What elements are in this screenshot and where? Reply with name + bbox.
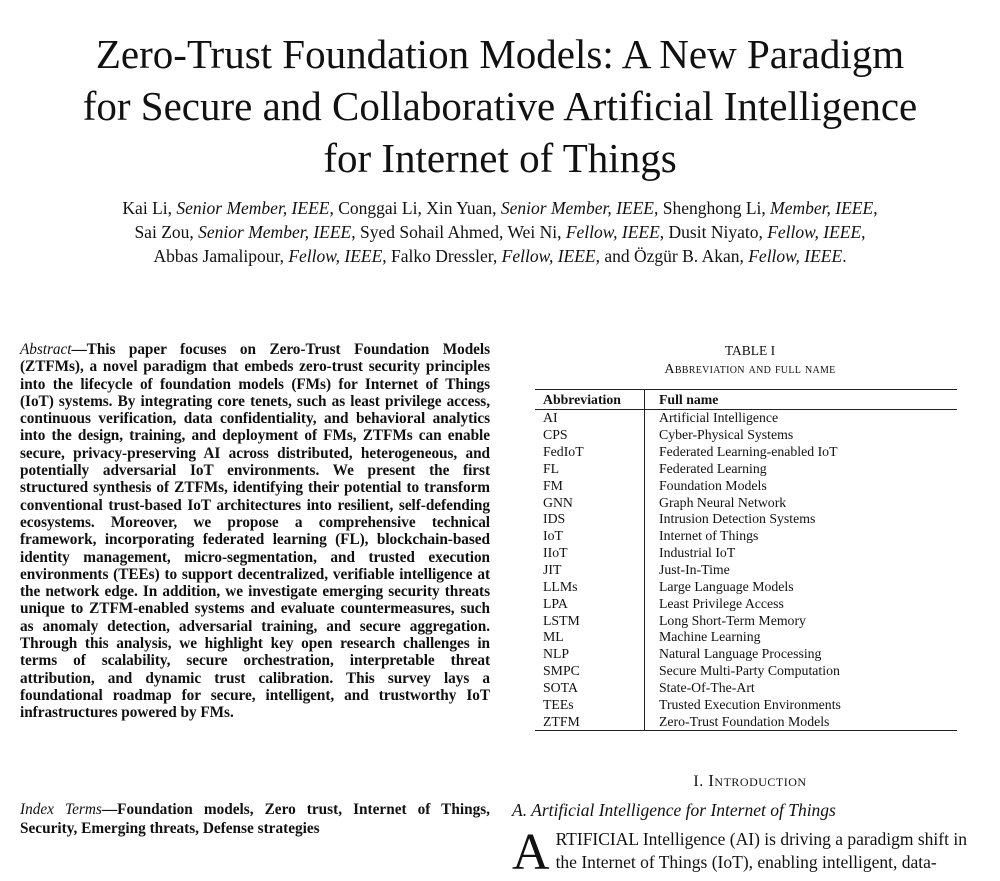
table-row	[535, 713, 957, 730]
abbreviation-cell: LPA	[535, 595, 645, 612]
table-row	[535, 545, 957, 562]
table-header-row	[535, 390, 957, 410]
abbreviation-cell: SMPC	[535, 663, 645, 680]
title-line: for Secure and Collaborative Artificial Intelligence	[82, 83, 918, 129]
table-row	[535, 494, 957, 511]
table-row	[535, 477, 957, 494]
author-role: Fellow, IEEE	[288, 246, 383, 266]
abstract	[20, 341, 490, 722]
section-heading	[520, 771, 980, 791]
table-row	[535, 578, 957, 595]
index-terms-label: Index Terms	[20, 801, 102, 818]
table-row	[535, 511, 957, 528]
drop-cap: A	[512, 824, 550, 881]
author-text: , Dusit Niyato,	[659, 222, 768, 242]
paper-title	[0, 28, 1000, 184]
subsection-heading: A. Artificial Intelligence for Internet of Things	[512, 800, 836, 820]
abbreviation-cell: LLMs	[535, 578, 645, 595]
table-row	[535, 663, 957, 680]
section-title: Introduction	[708, 771, 807, 790]
full-name-cell: Zero-Trust Foundation Models	[659, 713, 830, 729]
full-name-cell: Internet of Things	[659, 528, 759, 544]
full-name-cell: Just-In-Time	[659, 562, 730, 578]
author-role: Fellow, IEEE	[767, 222, 862, 242]
full-name-cell: Industrial IoT	[659, 545, 736, 561]
full-name-cell: Foundation Models	[659, 477, 767, 493]
author-text: , Falko Dressler,	[382, 246, 502, 266]
table-row	[535, 629, 957, 646]
intro-first-word: RTIFICIAL	[555, 829, 639, 849]
full-name-cell: State-Of-The-Art	[659, 679, 755, 695]
full-name-cell: Graph Neural Network	[659, 494, 787, 510]
author-role: Senior Member, IEEE	[198, 222, 352, 242]
index-terms	[20, 800, 490, 838]
author-role: Senior Member, IEEE	[176, 198, 330, 218]
author-line	[20, 220, 980, 244]
author-line	[20, 196, 980, 220]
full-name-cell: Trusted Execution Environments	[659, 696, 841, 712]
abbreviation-cell: FL	[535, 461, 645, 478]
table-row	[535, 427, 957, 444]
author-text: Kai Li,	[122, 198, 177, 218]
author-list	[20, 196, 980, 268]
table-row	[535, 562, 957, 579]
abbreviation-table	[535, 389, 957, 731]
author-text: , Conggai Li, Xin Yuan,	[329, 198, 501, 218]
full-name-cell: Secure Multi-Party Computation	[659, 663, 840, 679]
abstract-label: Abstract	[20, 341, 72, 358]
full-name-cell: Artificial Intelligence	[659, 410, 779, 426]
index-terms-text: —Foundation models, Zero trust, Internet of Things, Security, Emerging threats, Defense strategies	[20, 801, 491, 837]
abbreviation-cell: LSTM	[535, 612, 645, 629]
author-role: Senior Member, IEEE	[500, 198, 654, 218]
full-name-cell: Long Short-Term Memory	[659, 612, 806, 628]
author-text: .	[842, 246, 847, 266]
author-role: Fellow, IEEE	[748, 246, 843, 266]
author-text: ,	[873, 198, 878, 218]
intro-paragraph	[512, 824, 982, 881]
abbreviation-cell: SOTA	[535, 680, 645, 697]
title-line: Zero-Trust Foundation Models: A New Paradigm	[95, 31, 905, 77]
author-text: , Shenghong Li,	[653, 198, 771, 218]
full-name-cell: Intrusion Detection Systems	[659, 511, 816, 527]
table-row	[535, 461, 957, 478]
abbreviation-cell: IIoT	[535, 545, 645, 562]
title-line: for Internet of Things	[323, 135, 677, 181]
table-row	[535, 595, 957, 612]
column-header: Full name	[645, 390, 958, 410]
table-caption-text: Abbreviation and full name	[664, 362, 836, 377]
author-text: ,	[861, 222, 866, 242]
abbreviation-cell: IDS	[535, 511, 645, 528]
intro-text: Intelligence (AI) is driving a paradigm shift in the Internet of Things (IoT), enabling intelligent, data-	[555, 829, 967, 872]
full-name-cell: Federated Learning	[659, 460, 767, 476]
abbreviation-cell: AI	[535, 410, 645, 427]
table-row	[535, 646, 957, 663]
author-text: , Syed Sohail Ahmed, Wei Ni,	[351, 222, 566, 242]
abstract-text: —This paper focuses on Zero-Trust Foundation Models (ZTFMs), a novel paradigm that embeds zero-trust security principles into the lifecycle of foundation models (FMs) for Internet of Things (IoT) systems. By integrating core tenets, such as least privilege access, continuous verification, data confidentiality, and behavioral analytics into the design, training, and deployment of FMs, ZTFMs can enable secure, privacy-preserving AI across distributed, heterogeneous, and potentially adversarial IoT environments. We present the first structured synthesis of ZTFMs, identifying their potential to transform conventional trust-based IoT architectures into resilient, self-defending ecosystems. Moreover, we propose a comprehensive technical framework, incorporating federated learning (FL), blockchain-based identity management, micro-segmentation, and trusted execution environments (TEEs) to support decentralized, verifiable intelligence at the network edge. In addition, we investigate emerging security threats unique to ZTFM-enabled systems and evaluate countermeasures, such as anomaly detection, adversarial training, and secure aggregation. Through this analysis, we highlight key open research challenges in terms of scalability, secure orchestration, interpretable threat attribution, and dynamic trust calibration. This survey lays a foundational roadmap for secure, intelligent, and trustworthy IoT infrastructures powered by FMs.	[20, 341, 490, 722]
table-row	[535, 696, 957, 713]
full-name-cell: Large Language Models	[659, 578, 794, 594]
table-row	[535, 528, 957, 545]
full-name-cell: Federated Learning-enabled IoT	[659, 444, 838, 460]
abbreviation-cell: FedIoT	[535, 444, 645, 461]
table-label: TABLE I	[724, 343, 776, 358]
abbreviation-cell: TEEs	[535, 696, 645, 713]
table-row	[535, 612, 957, 629]
author-role: Fellow, IEEE	[565, 222, 660, 242]
full-name-cell: Machine Learning	[659, 629, 761, 645]
abbreviation-cell: ZTFM	[535, 713, 645, 730]
author-role: Member, IEEE	[770, 198, 874, 218]
abbreviation-cell: ML	[535, 629, 645, 646]
author-text: Sai Zou,	[134, 222, 199, 242]
full-name-cell: Cyber-Physical Systems	[659, 427, 794, 443]
abbreviation-cell: GNN	[535, 494, 645, 511]
abbreviation-cell: NLP	[535, 646, 645, 663]
table-row	[535, 680, 957, 697]
author-text: Abbas Jamalipour,	[153, 246, 289, 266]
abbreviation-cell: CPS	[535, 427, 645, 444]
table-caption	[520, 341, 980, 379]
full-name-cell: Natural Language Processing	[659, 646, 822, 662]
abbreviation-cell: FM	[535, 477, 645, 494]
table-row	[535, 444, 957, 461]
author-role: Fellow, IEEE	[501, 246, 596, 266]
author-text: , and Özgür B. Akan,	[595, 246, 749, 266]
abbreviation-cell: JIT	[535, 562, 645, 579]
author-line	[20, 244, 980, 268]
section-number: I.	[693, 773, 704, 790]
table-row	[535, 410, 957, 427]
full-name-cell: Least Privilege Access	[659, 595, 784, 611]
abbreviation-cell: IoT	[535, 528, 645, 545]
column-header: Abbreviation	[535, 390, 645, 410]
